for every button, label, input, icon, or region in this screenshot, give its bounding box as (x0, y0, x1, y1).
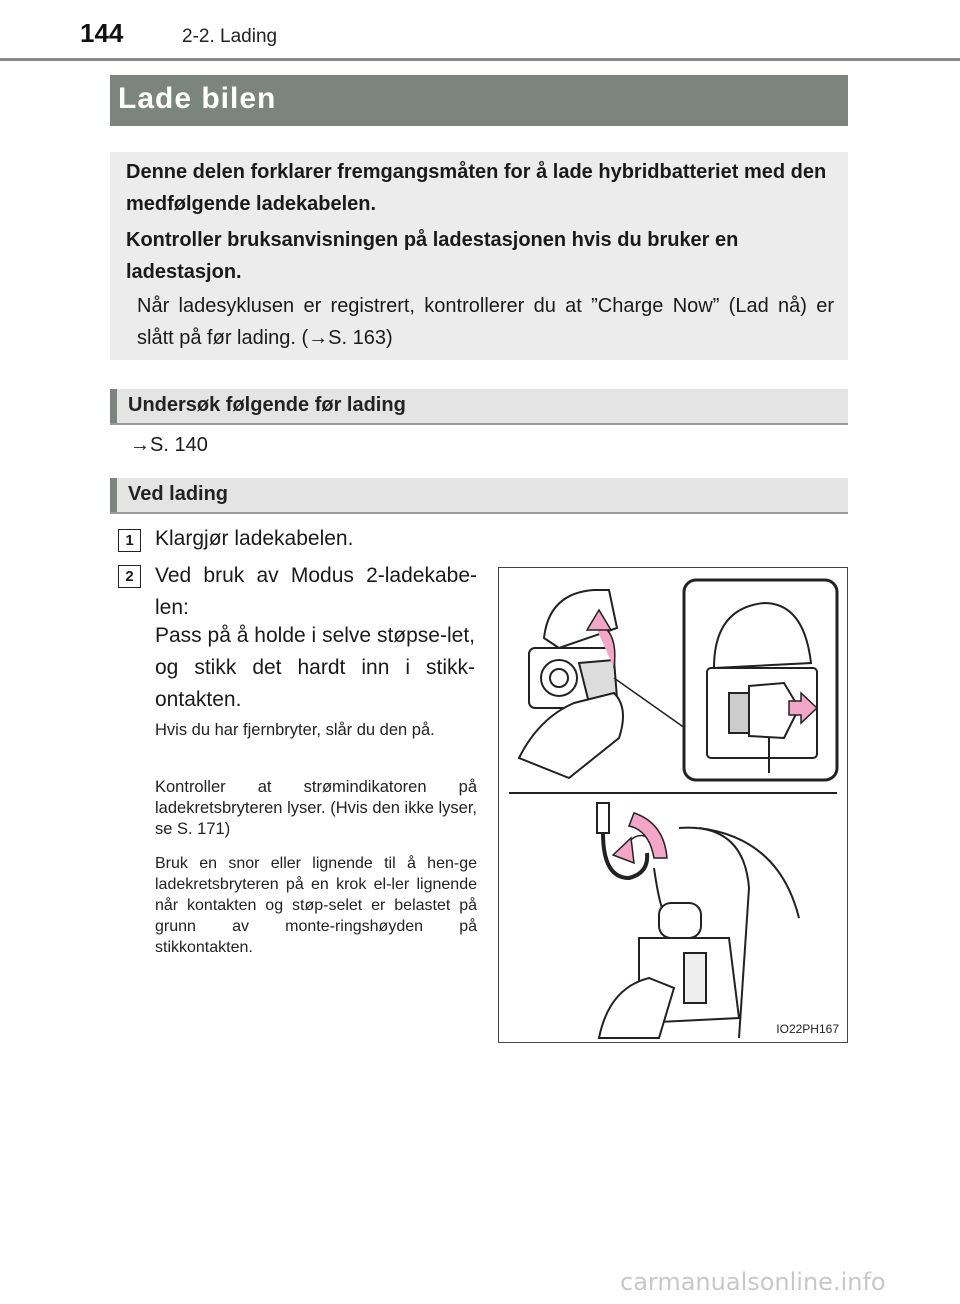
subheading-accent (110, 389, 117, 423)
charging-illustration (499, 568, 847, 1042)
intro-note: Når ladesyklusen er registrert, kontrollerer du at ”Charge Now” (Lad nå) er slått på før lading. (→S. 163) (137, 295, 834, 349)
intro-paragraph-2: Kontroller bruksanvisningen på ladestasjonen hvis du bruker en ladestasjon. (126, 229, 739, 283)
subheading-check (110, 389, 848, 425)
step-2-line-2: Pass på å holde i selve støpse-let, og stikk det hardt inn i stikk-ontakten. (155, 624, 475, 711)
step-2-note-3: Bruk en snor eller lignende til å hen-ge ladekretsbryteren på en krok el-ler lignende når kontakten og støp-selet er belastet på grunn av monte-ringshøyden på stikkontakten. (155, 855, 477, 956)
intro-paragraph-1: Denne delen forklarer fremgangsmåten for å lade hybridbatteriet med den medfølgende ladekabelen. (126, 161, 827, 215)
section-reference: 2-2. Lading (182, 26, 278, 47)
page-number: 144 (80, 18, 124, 48)
step-2-line-1: Ved bruk av Modus 2-ladekabe-len: (155, 564, 477, 619)
header-rule (0, 58, 960, 61)
step-1-text: Klargjør ladekabelen. (155, 527, 354, 550)
watermark: carmanualsonline.info (620, 1268, 886, 1296)
step-2-note-1: Hvis du har fjernbryter, slår du den på. (155, 721, 435, 739)
illustration-figure (498, 567, 848, 1043)
page-title: Lade bilen (118, 82, 277, 115)
figure-label: IO22PH167 (776, 1022, 839, 1036)
subheading-charging-text: Ved lading (128, 483, 229, 505)
step-number-1: 1 (118, 529, 141, 552)
step-number-2: 2 (118, 565, 141, 588)
subheading-check-text: Undersøk følgende før lading (128, 394, 406, 416)
subheading-charging (110, 478, 848, 514)
step-2-note-2: Kontroller at strømindikatoren på ladekretsbryteren lyser. (Hvis den ikke lyser, se S. 171) (155, 778, 477, 838)
page-reference: →S. 140 (130, 434, 208, 456)
subheading-accent (110, 478, 117, 512)
